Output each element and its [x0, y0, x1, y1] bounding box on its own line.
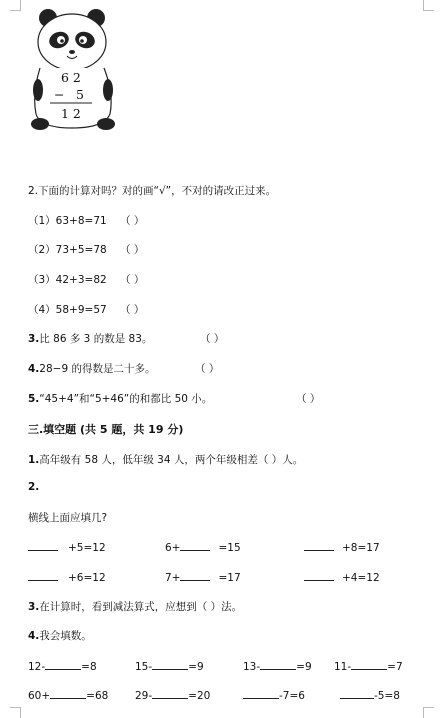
- fill-question-4-number: 4.: [28, 630, 40, 642]
- fill-question-3-number: 3.: [28, 601, 40, 613]
- calc-result: 1 2: [61, 106, 81, 121]
- fill-question-2-number: 2.: [28, 481, 40, 493]
- question-5: [28, 391, 212, 406]
- calc-operator: −: [54, 87, 65, 102]
- f2-r2-expr-3: +4=12: [304, 570, 380, 584]
- answer-blank[interactable]: [152, 659, 188, 670]
- question-4-text: 28−9 的得数是二十多。: [39, 363, 156, 375]
- f4-r2-expr-1: 60+ =68: [28, 690, 109, 702]
- answer-blank[interactable]: [351, 659, 387, 670]
- answer-blank[interactable]: [340, 688, 374, 699]
- calc-subtrahend: 5: [76, 87, 84, 102]
- f2-r2-expr-2: 7+ =17: [165, 572, 241, 584]
- answer-blank[interactable]: [260, 659, 296, 670]
- answer-blank[interactable]: [304, 540, 334, 551]
- question-3: [28, 331, 152, 346]
- question-5-text: “45+4”和“5+46”的和都比 50 小。: [39, 393, 213, 405]
- corner-mark-bottom-right: [423, 707, 434, 718]
- fill-question-3-text: 在计算时，看到减法算式，应想到（ ）法。: [39, 601, 243, 613]
- calc-minuend: 6 2: [61, 70, 81, 85]
- f4-r2-expr-3: -7=6: [243, 688, 305, 702]
- f4-r2-expr-4: -5=8: [340, 688, 400, 702]
- f2-r2-expr-1: +6=12: [28, 570, 106, 584]
- answer-blank[interactable]: [180, 570, 210, 581]
- question-3-number: 3.: [28, 333, 40, 345]
- question-4-answer[interactable]: （ ）: [195, 363, 220, 375]
- fill-question-3: [28, 599, 242, 614]
- question-5-number: 5.: [28, 393, 40, 405]
- question-2-title: 2.下面的计算对吗？对的画“√”，不对的请改正过来。: [28, 185, 277, 197]
- f4-r2-expr-2: 29- =20: [135, 690, 211, 702]
- q2-item-1-answer[interactable]: （ ）: [120, 215, 145, 227]
- question-3-text: 比 86 多 3 的数是 83。: [39, 333, 153, 345]
- fill-question-1: [28, 452, 303, 467]
- f4-r1-expr-4: 11- =7: [334, 661, 403, 673]
- fill-question-4-text: 我会填数。: [39, 630, 92, 642]
- q2-item-3-answer[interactable]: （ ）: [120, 274, 145, 286]
- panda-illustration: [28, 6, 120, 134]
- f2-r1-expr-1: +5=12: [28, 540, 106, 554]
- answer-blank[interactable]: [28, 540, 58, 551]
- question-3-answer[interactable]: （ ）: [200, 333, 225, 345]
- answer-blank[interactable]: [28, 570, 58, 581]
- question-4-number: 4.: [28, 363, 40, 375]
- answer-blank[interactable]: [304, 570, 334, 581]
- answer-blank[interactable]: [243, 688, 279, 699]
- fill-question-2-subtitle: 横线上面应填几?: [28, 512, 108, 524]
- section-3-title: 三.填空题 (共 5 题，共 19 分): [28, 423, 184, 436]
- corner-mark-top-left: [10, 0, 21, 11]
- f2-r1-expr-3: +8=17: [304, 540, 380, 554]
- q2-item-2-answer[interactable]: （ ）: [120, 244, 145, 256]
- f4-r1-expr-2: 15- =9: [135, 661, 204, 673]
- question-5-answer[interactable]: （ ）: [296, 393, 321, 405]
- corner-mark-bottom-left: [10, 707, 21, 718]
- corner-mark-top-right: [423, 0, 434, 11]
- f2-r1-expr-2: 6+ =15: [165, 542, 241, 554]
- fill-question-1-text: 高年级有 58 人，低年级 34 人，两个年级相差（ ）人。: [39, 454, 304, 466]
- fill-question-4: [28, 628, 92, 643]
- q2-item-2: （2）73+5=78: [28, 244, 107, 256]
- answer-blank[interactable]: [180, 540, 210, 551]
- q2-item-4-answer[interactable]: （ ）: [120, 304, 145, 316]
- q2-item-1: （1）63+8=71: [28, 215, 107, 227]
- f4-r1-expr-3: 13- =9: [243, 661, 312, 673]
- answer-blank[interactable]: [45, 659, 81, 670]
- q2-item-3: （3）42+3=82: [28, 274, 107, 286]
- fill-question-1-number: 1.: [28, 454, 40, 466]
- question-4: [28, 361, 155, 376]
- answer-blank[interactable]: [50, 688, 86, 699]
- q2-item-4: （4）58+9=57: [28, 304, 107, 316]
- answer-blank[interactable]: [152, 688, 188, 699]
- f4-r1-expr-1: 12- =8: [28, 661, 97, 673]
